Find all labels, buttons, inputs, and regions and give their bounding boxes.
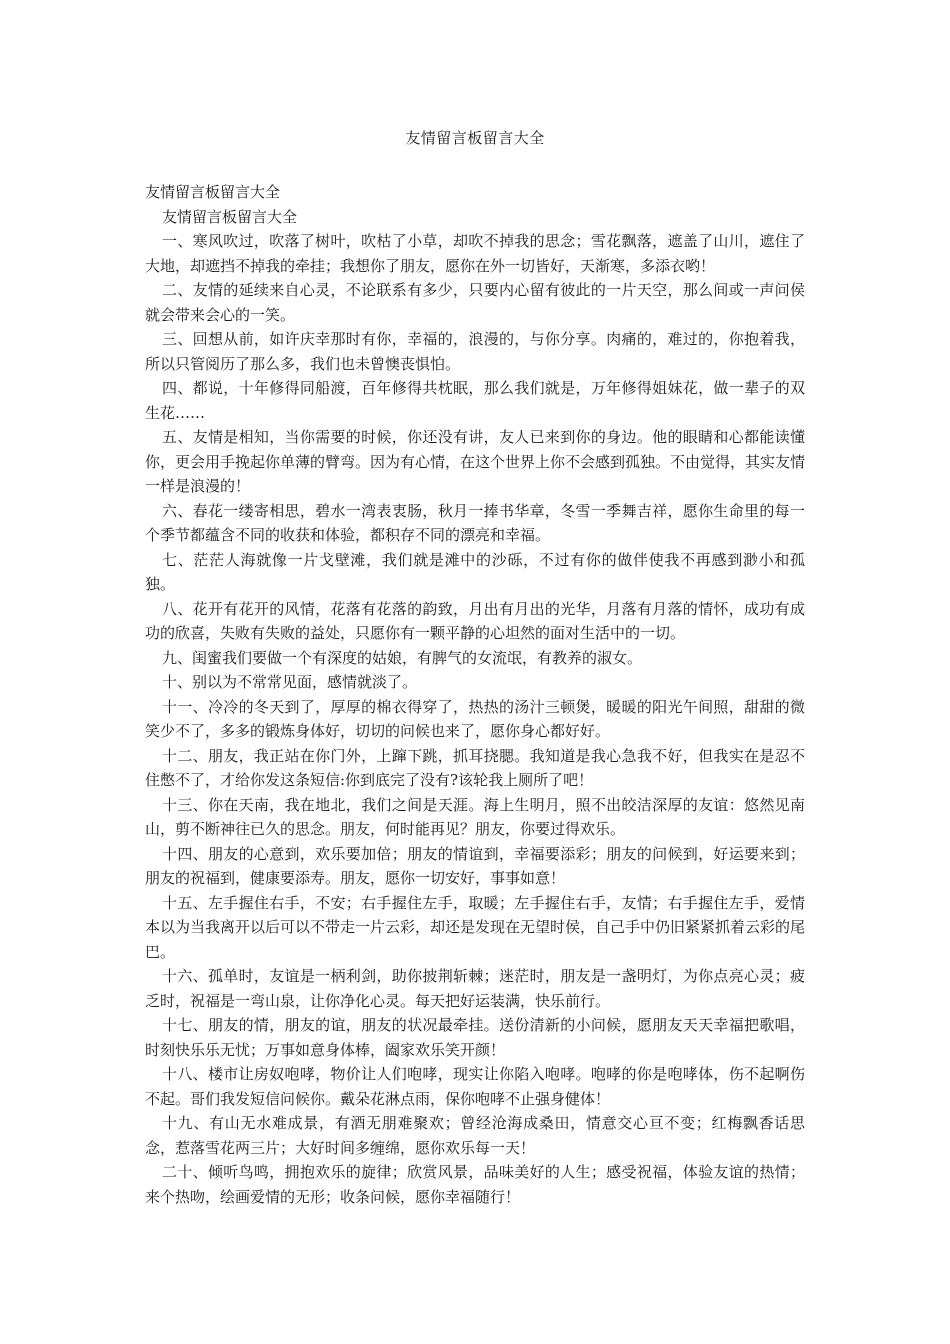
document-body bbox=[145, 180, 805, 1209]
paragraph: 十三、你在天南，我在地北，我们之间是天涯。海上生明月，照不出皎洁深厚的友谊：悠然见南山，剪不断神往已久的思念。朋友，何时能再见？朋友，你要过得欢乐。 bbox=[145, 795, 805, 838]
paragraph: 十、别以为不常常见面，感情就淡了。 bbox=[162, 673, 418, 691]
paragraph: 八、花开有花开的风情，花落有花落的韵致，月出有月出的光华，月落有月落的情怀，成功有成功的欣喜，失败有失败的益处，只愿你有一颗平静的心坦然的面对生活中的一切。 bbox=[145, 599, 805, 642]
paragraph: 六、春花一缕寄相思，碧水一湾表衷肠，秋月一捧书华章，冬雪一季舞吉祥，愿你生命里的每一个季节都蕴含不同的收获和体验，都积存不同的漂亮和幸福。 bbox=[145, 501, 805, 544]
paragraph: 九、闺蜜我们要做一个有深度的姑娘，有脾气的女流氓，有教养的淑女。 bbox=[162, 648, 643, 667]
paragraph: 二十、倾听鸟鸣，拥抱欢乐的旋律；欣赏风景，品味美好的人生；感受祝福，体验友谊的热情；来个热吻，绘画爱情的无形；收条问候，愿你幸福随行！ bbox=[145, 1163, 805, 1206]
document-title: 友情留言板留言大全 bbox=[405, 129, 545, 147]
paragraph: 二、友情的延续来自心灵，不论联系有多少，只要内心留有彼此的一片天空，那么间或一声问侯就会带来会心的一笑。 bbox=[145, 281, 805, 324]
paragraph: 五、友情是相知，当你需要的时候，你还没有讲，友人已来到你的身边。他的眼睛和心都能读懂你，更会用手挽起你单薄的臂弯。因为有心情，在这个世界上你不会感到孤独。不由觉得，其实友情一样是浪漫的！ bbox=[145, 428, 806, 495]
paragraph: 三、回想从前，如许庆幸那时有你，幸福的，浪漫的，与你分享。肉痛的，难过的，你抱着我，所以只管阅历了那么多，我们也未曾懊丧惧怕。 bbox=[145, 330, 805, 373]
paragraph: 十六、孤单时，友谊是一柄利剑，助你披荆斩棘；迷茫时，朋友是一盏明灯，为你点亮心灵；疲乏时，祝福是一弯山泉，让你净化心灵。每天把好运装满，快乐前行。 bbox=[145, 967, 805, 1010]
document-heading: 友情留言板留言大全 bbox=[145, 183, 281, 201]
document-subheading: 友情留言板留言大全 bbox=[162, 207, 298, 226]
paragraph: 四、都说，十年修得同船渡，百年修得共枕眠，那么我们就是，万年修得姐妹花，做一辈子的双生花…… bbox=[145, 379, 805, 422]
paragraph: 十八、楼市让房奴咆哮，物价让人们咆哮，现实让你陷入咆哮。咆哮的你是咆哮体，伤不起啊伤不起。哥们我发短信问候你。戴朵花淋点雨，保你咆哮不止强身健体！ bbox=[145, 1065, 805, 1108]
paragraph: 一、寒风吹过，吹落了树叶，吹枯了小草，却吹不掉我的思念；雪花飘落，遮盖了山川，遮住了大地，却遮挡不掉我的牵挂；我想你了朋友，愿你在外一切皆好，天渐寒，多添衣哟！ bbox=[145, 232, 805, 275]
paragraph: 十九、有山无水难成景，有酒无朋难聚欢；曾经沧海成桑田，情意交心亘不变；红梅飘香话思念，惹落雪花两三片；大好时间多缠绵，愿你欢乐每一天！ bbox=[145, 1114, 805, 1157]
paragraph: 十七、朋友的情，朋友的谊，朋友的状况最牵挂。送份清新的小问候，愿朋友天天幸福把歌唱，时刻快乐乐无忧；万事如意身体棒，阖家欢乐笑开颜！ bbox=[145, 1016, 805, 1059]
paragraph: 十五、左手握住右手，不安；右手握住左手，取暖；左手握住右手，友情；右手握住左手，爱情本以为当我离开以后可以不带走一片云彩，却还是发现在无望时侯，自己手中仍旧紧紧抓着云彩的尾巴。 bbox=[145, 893, 806, 961]
paragraph: 十四、朋友的心意到，欢乐要加倍；朋友的情谊到，幸福要添彩；朋友的问候到，好运要来到；朋友的祝福到，健康要添寿。朋友，愿你一切安好，事事如意！ bbox=[145, 844, 805, 887]
paragraph: 七、茫茫人海就像一片戈壁滩，我们就是滩中的沙砾，不过有你的做伴使我不再感到渺小和孤独。 bbox=[145, 550, 805, 593]
paragraph: 十一、冷冷的冬天到了，厚厚的棉衣得穿了，热热的汤汁三顿煲，暖暖的阳光午间照，甜甜的微笑少不了，多多的锻炼身体好，切切的问候也来了，愿你身心都好好。 bbox=[145, 697, 805, 740]
paragraph: 十二、朋友，我正站在你门外，上蹿下跳，抓耳挠腮。我知道是我心急我不好，但我实在是忍不住憋不了，才给你发这条短信:你到底完了没有?该轮我上厕所了吧！ bbox=[145, 746, 805, 789]
